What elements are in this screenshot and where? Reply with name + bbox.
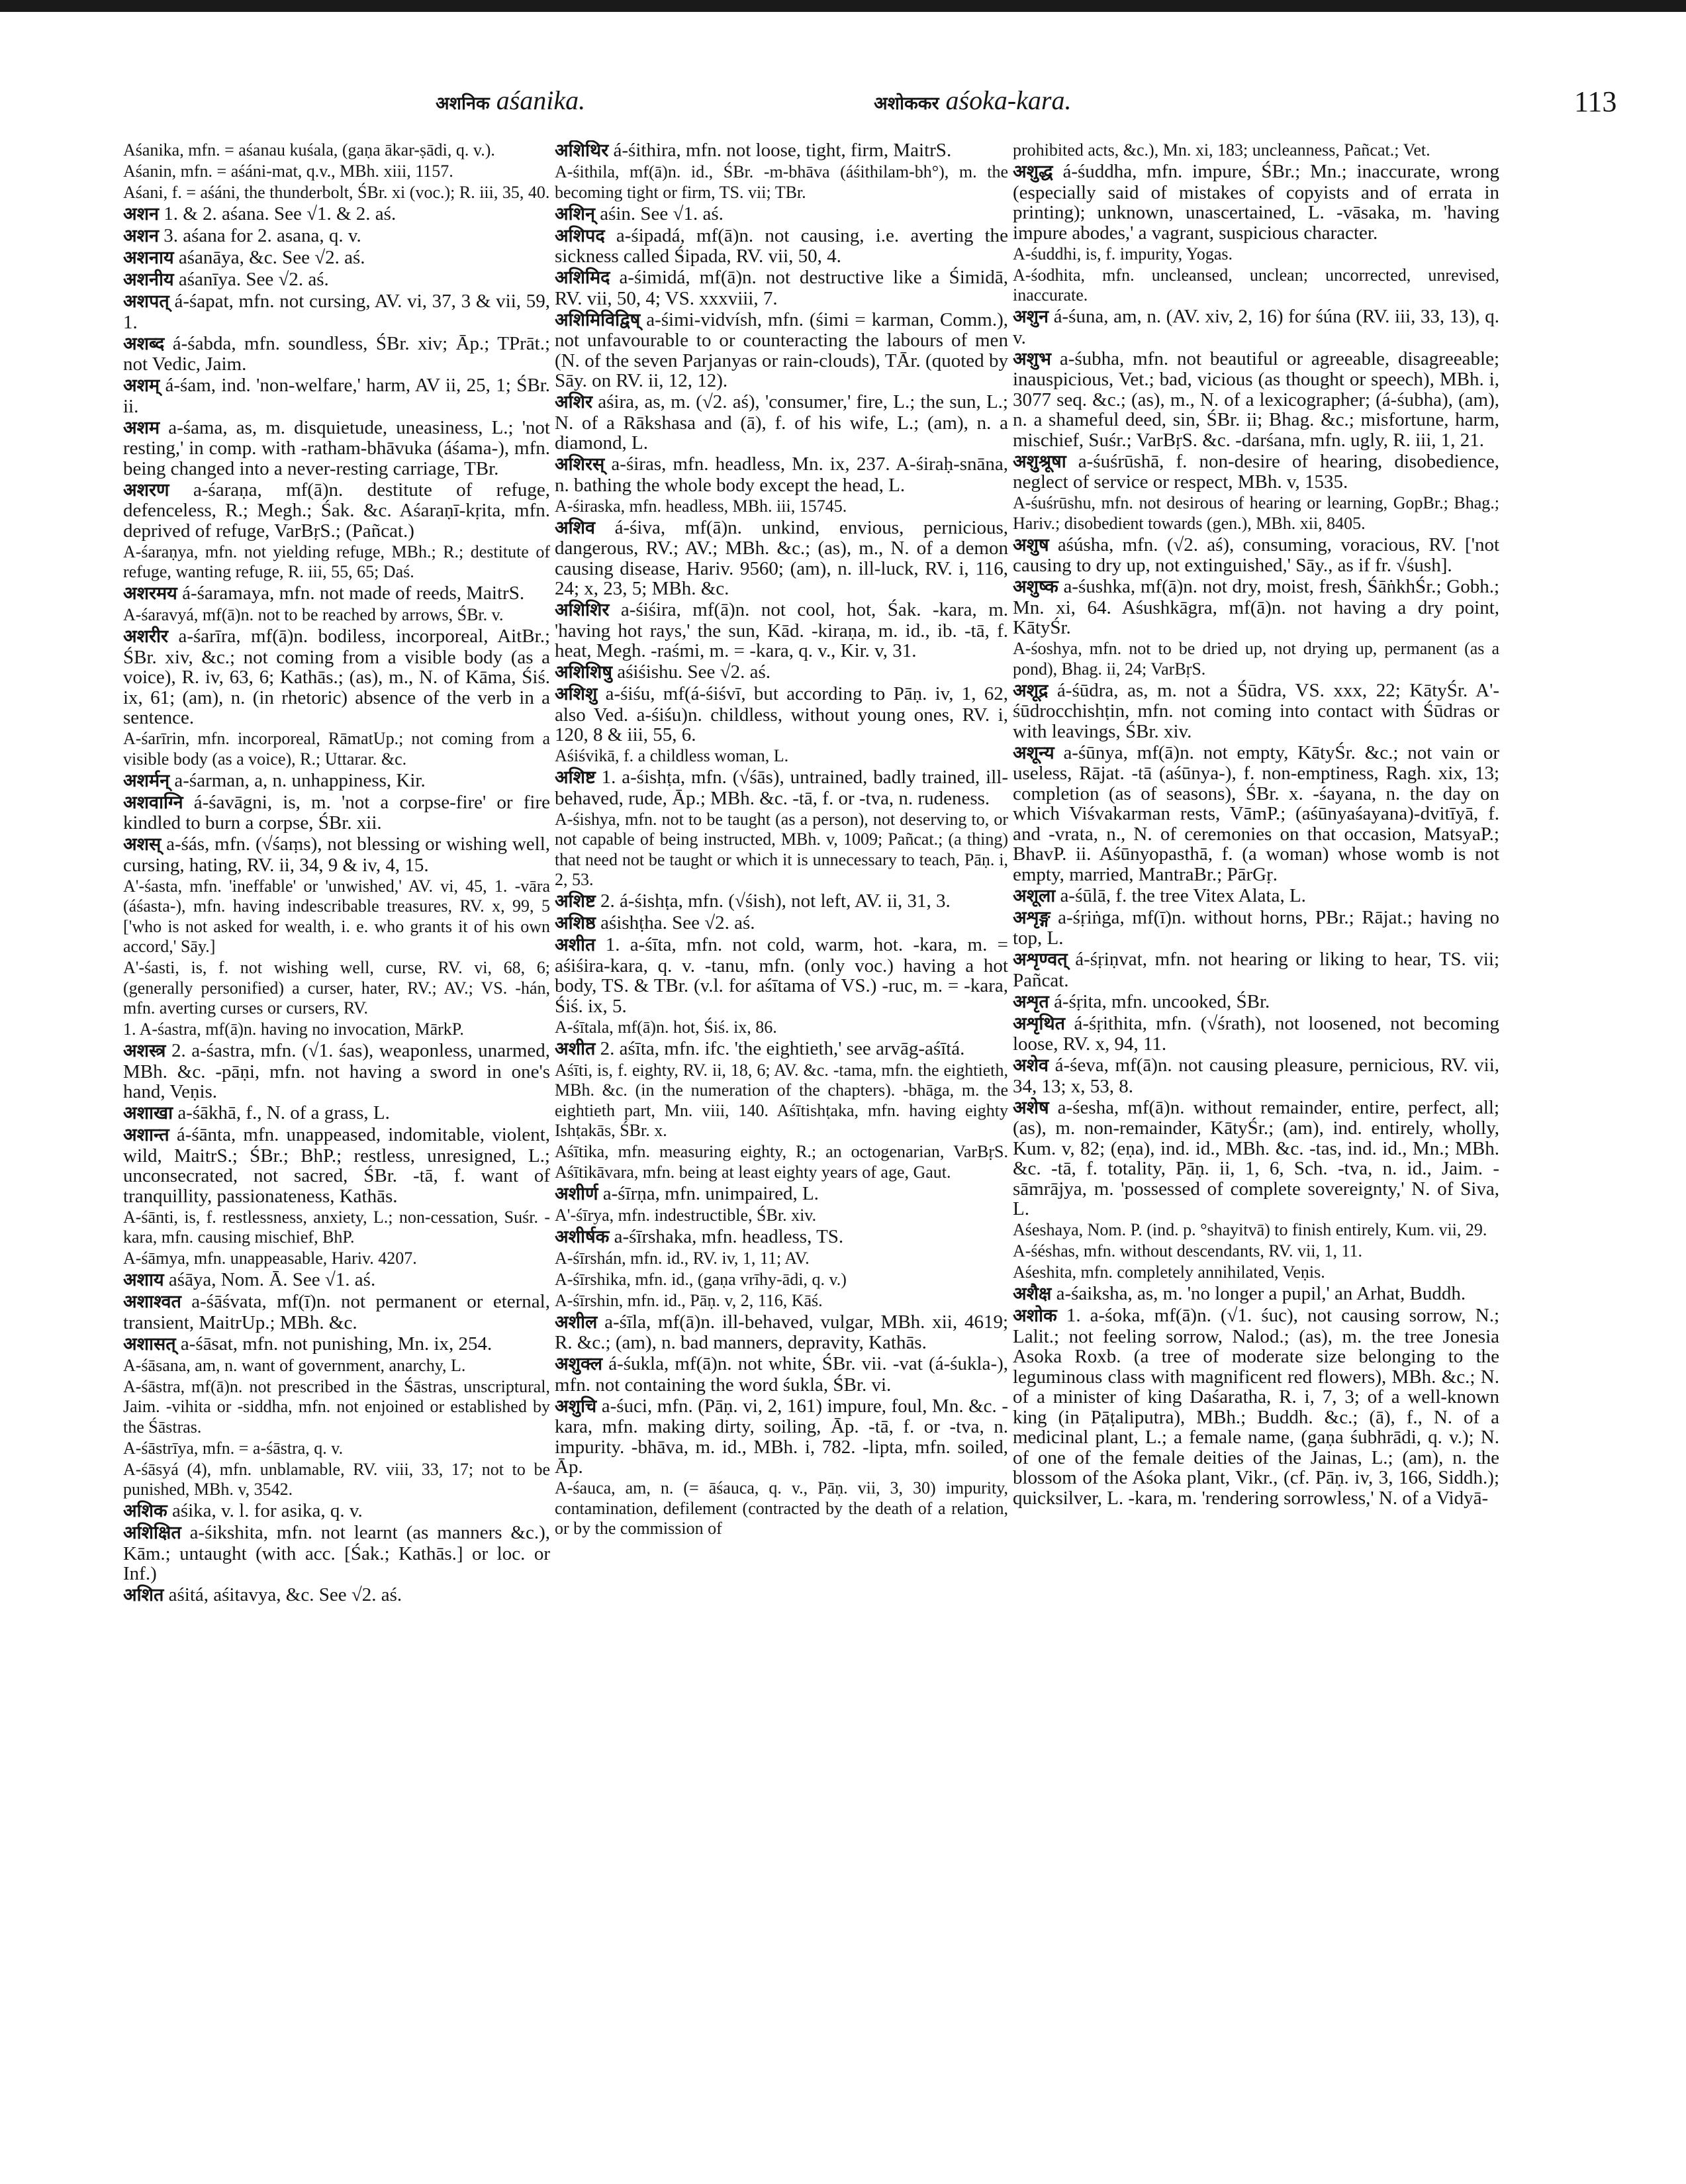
entry-text: 2. a-śastra, mfn. (√1. śas), weaponless, unarmed, MBh. &c. -pāṇi, mfn. not having a sword in one's hand, Veṇis. <box>123 1040 550 1102</box>
dictionary-entry <box>555 600 1008 661</box>
devanagari-headword: अशस् <box>123 834 162 855</box>
entry-text: aśishṭha. See √2. aś. <box>600 912 755 933</box>
dictionary-subentry <box>1013 1220 1499 1241</box>
dictionary-subentry <box>555 162 1008 203</box>
devanagari-headword: अशुभ <box>1013 348 1051 369</box>
entry-text: a-śimi-vidvísh, mfn. (śimi = karman, Comm.), not unfavourable to or counteracting the labours of men (N. of the seven Parjanyas or rain-clouds), TĀr. (quoted by Sāy. on RV. ii, 12, 12). <box>555 309 1008 391</box>
devanagari-headword: अशिमिद <box>555 267 610 288</box>
devanagari-headword: अशिष्ट <box>555 767 596 788</box>
dictionary-entry <box>123 226 550 247</box>
dictionary-entry <box>555 392 1008 453</box>
dictionary-entry <box>123 480 550 542</box>
dictionary-subentry <box>555 1061 1008 1141</box>
entry-text: á-śṛithita, mfn. (√śrath), not loosened, not becoming loose, RV. x, 94, 11. <box>1013 1012 1499 1055</box>
entry-text: aśanīya. See √2. aś. <box>178 269 329 290</box>
dictionary-subentry <box>1013 244 1499 265</box>
devanagari-headword: अशिक्षित <box>123 1523 181 1543</box>
dictionary-subentry <box>1013 140 1499 161</box>
dictionary-subentry <box>123 1439 550 1459</box>
dictionary-subentry <box>555 497 1008 517</box>
entry-text: A'-śasti, is, f. not wishing well, curse, RV. vi, 68, 6; (generally personified) a curser, hater, RV.; AV.; VS. -hán, mfn. averting curses or cursers, RV. <box>123 958 550 1018</box>
dictionary-entry <box>1013 1014 1499 1055</box>
dictionary-entry <box>123 418 550 479</box>
devanagari-headword: अशवाग्नि <box>123 792 183 813</box>
dictionary-entry <box>1013 307 1499 348</box>
dictionary-subentry <box>123 1249 550 1269</box>
devanagari-headword: अशुचि <box>555 1396 597 1417</box>
entry-text: á-śānta, mfn. unappeased, indomitable, violent, wild, MaitrS.; ŚBr.; BhP.; restless, unresigned, L.; unconsecrated, not sacred, ŚBr. -tā, f. want of tranquillity, passionateness, Kathās. <box>123 1124 550 1207</box>
entry-text: a-śimidá, mf(ā)n. not destructive like a Śimidā, RV. vii, 50, 4; VS. xxxviii, 7. <box>555 267 1008 309</box>
entry-text: 2. á-śishṭa, mfn. (√śish), not left, AV. ii, 31, 3. <box>600 890 951 912</box>
dictionary-entry <box>555 454 1008 495</box>
entry-text: prohibited acts, &c.), Mn. xi, 183; uncleanness, Pañcat.; Vet. <box>1013 140 1430 160</box>
entry-text: á-śṛiṇvat, mfn. not hearing or liking to hear, TS. vii; Pañcat. <box>1013 949 1499 991</box>
devanagari-headword: अशब्द <box>123 333 165 354</box>
entry-text: 1. & 2. aśana. See √1. & 2. aś. <box>164 203 397 224</box>
entry-text: a-śiśu, mf(á-śiśvī, but according to Pāṇ. iv, 1, 62, also Ved. a-śiśu)n. childless, without young ones, RV. i, 120, 8 & iii, 55, 6. <box>555 683 1008 745</box>
entry-text: A-śithila, mf(ā)n. id., ŚBr. -m-bhāva (áśithilam-bh°), m. the becoming tight or firm, TS. vii; TBr. <box>555 162 1008 202</box>
dictionary-subentry <box>123 542 550 583</box>
entry-text: aśika, v. l. for asika, q. v. <box>171 1500 363 1521</box>
dictionary-subentry <box>555 1249 1008 1269</box>
entry-text: Aśiśvikā, f. a childless woman, L. <box>555 746 789 765</box>
dictionary-entry <box>555 891 1008 912</box>
dictionary-entry <box>123 248 550 269</box>
column-1 <box>123 140 550 2153</box>
devanagari-headword: अशित <box>123 1585 164 1605</box>
entry-text: a-śiras, mfn. headless, Mn. ix, 237. A-śiraḥ-snāna, n. bathing the whole body except the head, L. <box>555 453 1008 496</box>
dictionary-subentry <box>123 1208 550 1248</box>
devanagari-headword: अशाय <box>123 1270 164 1290</box>
devanagari-headword: अशर्मन् <box>123 770 170 791</box>
dictionary-entry <box>123 1103 550 1124</box>
entry-text: Aśīti, is, f. eighty, RV. ii, 18, 6; AV. &c. -tama, mfn. the eightieth, MBh. &c. (in the numeration of the chapters). -bhāga, m. the eightieth part, Mn. viii, 140. Aśītishṭaka, mfn. having eighty Ishṭakās, ŚBr. x. <box>555 1060 1008 1140</box>
entry-text: Aśanin, mfn. = aśáni-mat, q.v., MBh. xiii, 1157. <box>123 162 453 181</box>
dictionary-entry <box>123 1292 550 1333</box>
dictionary-entry <box>555 1184 1008 1205</box>
entry-text: Aśani, f. = aśáni, the thunderbolt, ŚBr. xi (voc.); R. iii, 35, 40. <box>123 183 550 202</box>
dictionary-entry <box>123 1125 550 1206</box>
dictionary-subentry <box>555 1018 1008 1038</box>
dictionary-entry <box>555 935 1008 1016</box>
dictionary-subentry <box>123 1377 550 1438</box>
dictionary-entry <box>123 1041 550 1102</box>
dictionary-subentry <box>123 1020 550 1040</box>
dictionary-subentry <box>123 140 550 161</box>
dictionary-subentry <box>555 810 1008 890</box>
entry-text: a-śarman, a, n. unhappiness, Kir. <box>174 769 426 791</box>
devanagari-headword: अशिमिविद्विष् <box>555 309 641 330</box>
devanagari-headword: अशून्य <box>1013 742 1054 763</box>
entry-text: A-śīrshán, mfn. id., RV. iv, 1, 11; AV. <box>555 1248 810 1268</box>
devanagari-headword: अशुक्ल <box>555 1354 603 1374</box>
dictionary-subentry <box>123 1356 550 1376</box>
dictionary-subentry <box>1013 493 1499 534</box>
entry-text: á-śavāgni, is, m. 'not a corpse-fire' or fire kindled to burn a corpse, ŚBr. xii. <box>123 791 550 833</box>
dictionary-entry <box>1013 992 1499 1013</box>
entry-text: aśira, as, m. (√2. aś), 'consumer,' fire, L.; the sun, L.; N. of a Rākshasa and (ā), f. of his wife, L.; (am), n. a diamond, L. <box>555 391 1008 453</box>
devanagari-headword: अशासत् <box>123 1333 176 1354</box>
entry-text: A-śītala, mf(ā)n. hot, Śiś. ix, 86. <box>555 1017 777 1037</box>
column-2 <box>555 140 1008 2153</box>
header-center-headword: अशोककर aśoka-kara. <box>874 85 1072 115</box>
entry-text: A-śāmya, mfn. unappeasable, Hariv. 4207. <box>123 1249 417 1268</box>
dictionary-subentry <box>123 729 550 769</box>
entry-text: aśiśishu. See √2. aś. <box>617 661 771 683</box>
entry-text: a-śūlā, f. the tree Vitex Alata, L. <box>1060 884 1306 906</box>
entry-text: 2. aśīta, mfn. ifc. 'the eightieth,' see arvāg-aśītá. <box>600 1037 965 1059</box>
dictionary-entry <box>555 226 1008 267</box>
dictionary-subentry <box>555 1270 1008 1290</box>
devanagari-headword: अशीत <box>555 1038 596 1059</box>
entry-text: 1. a-śoka, mf(ā)n. (√1. śuc), not causing sorrow, N.; Lalit.; not feeling sorrow, Nalod.; (as), m. the tree Jonesia Asoka Roxb. (a tree of moderate size belonging to the leguminous class with magnificent red flowers), MBh. &c.; N. of a minister of king Daśaratha, R. i, 7, 3; of a well-known king (in Pāṭaliputra), MBh.; Buddh. &c.; (ā), f., N. of a medicinal plant, L.; a female name, (gaṇa śubhrādi, q. v.); N. of one of the female deities of the Jainas, L.; (am), n. the blossom of the Aśoka plant, Vikr., (cf. Pāṇ. iv, 3, 166, Siddh.); quicksilver, L. -kara, m. 'rendering sorrowless,' N. of a Vidyā- <box>1013 1305 1499 1509</box>
entry-text: A-śoshya, mfn. not to be dried up, not drying up, permanent (as a pond), Bhag. ii, 24; VarBṛS. <box>1013 639 1499 679</box>
dictionary-entry <box>555 767 1008 808</box>
dictionary-entry <box>555 1227 1008 1248</box>
dictionary-entry <box>1013 886 1499 907</box>
entry-text: a-śaraṇa, mf(ā)n. destitute of refuge, defenceless, R.; Megh.; Śak. &c. Aśaraṇī-kṛita, mfn. deprived of refuge, VarBṛS.; (Pañcat.) <box>123 479 550 542</box>
entry-text: á-śṛita, mfn. uncooked, ŚBr. <box>1054 990 1270 1012</box>
entry-text: a-śikshita, mfn. not learnt (as manners &c.), Kām.; untaught (with acc. [Śak.; Kathās.] or loc. or Inf.) <box>123 1522 550 1584</box>
entry-text: á-śiva, mf(ā)n. unkind, envious, pernicious, dangerous, RV.; AV.; MBh. &c.; (as), m., N. of a demon causing disease, Hariv. 9560; (am), n. ill-luck, RV. i, 116, 24; x, 23, 5; MBh. &c. <box>555 516 1008 599</box>
dictionary-entry <box>1013 1284 1499 1305</box>
devanagari-headword: अशिथिर <box>555 140 609 161</box>
entry-text: aśin. See √1. aś. <box>600 203 724 224</box>
devanagari-headword: अशृङ्ग <box>1013 907 1051 928</box>
dictionary-subentry <box>123 162 550 182</box>
entry-text: a-śūnya, mf(ā)n. not empty, KātyŚr. &c.; not vain or useless, Rājat. -tā (aśūnya-), f. non-emptiness, Ragh. xix, 13; completion (as of seasons), ŚBr. x. -śayana, n. the day on which Viśvakarman rests, VāmP.; (aśūnyaśayana)-dvitīyā, f. and -vrata, n., N. of ceremonies on that occasion, MatsyaP.; BhavP. ii. Aśūnyopasthā, f. (a woman) whose womb is not empty, married, MantraBr.; PārGṛ. <box>1013 741 1499 885</box>
dictionary-subentry <box>555 1478 1008 1539</box>
entry-text: á-śabda, mfn. soundless, ŚBr. xiv; Āp.; TPrāt.; not Vedic, Jaim. <box>123 332 550 375</box>
dictionary-entry <box>123 792 550 833</box>
devanagari-headword: अशीर्ण <box>555 1183 598 1204</box>
dictionary-entry <box>123 334 550 375</box>
entry-text: a-śṛiṅga, mf(ī)n. without horns, PBr.; Rājat.; having no top, L. <box>1013 906 1499 949</box>
devanagari-headword: अशूद्र <box>1013 680 1049 701</box>
dictionary-entry <box>123 269 550 291</box>
entry-text: a-śāśvata, mf(ī)n. not permanent or eternal, transient, MaitrUp.; MBh. &c. <box>123 1291 550 1333</box>
entry-text: A-śīrshin, mfn. id., Pāṇ. v, 2, 116, Kāś. <box>555 1290 823 1310</box>
entry-text: á-śeva, mf(ā)n. not causing pleasure, pernicious, RV. vii, 34, 13; x, 53, 8. <box>1013 1055 1499 1097</box>
devanagari-headword: अशिशिर <box>555 600 610 620</box>
dictionary-subentry <box>123 958 550 1019</box>
devanagari-headword: अशाखा <box>123 1103 173 1123</box>
devanagari-headword: अशीर्षक <box>555 1226 610 1247</box>
entry-text: á-śithira, mfn. not loose, tight, firm, MaitrS. <box>613 140 952 161</box>
devanagari-headword: अशेव <box>1013 1055 1049 1076</box>
devanagari-headword: अशनीय <box>123 269 174 290</box>
devanagari-headword: अशिक <box>123 1501 167 1521</box>
dictionary-entry <box>1013 162 1499 243</box>
dictionary-entry <box>555 267 1008 309</box>
devanagari-headword: अशान्त <box>123 1125 169 1145</box>
entry-text: a-śubha, mfn. not beautiful or agreeable, disagreeable; inauspicious, Vet.; bad, vicious (as thought or speech), MBh. i, 3077 seq. &c.; (as), m., N. of a lexicographer; (á-śubha), (am), n. a shameful deed, sin, ŚBr. ii; Bhag. &c.; misfortune, harm, mischief, Suśr.; VarBṛS. &c. -darśana, mfn. ugly, R. iii, 1, 21. <box>1013 348 1499 451</box>
entry-text: A-śishya, mfn. not to be taught (as a person), not deserving to, or not capable of being instructed, MBh. v, 1009; Pañcat.; (a thing) that need not be taught or which it is unnecessary to teach, Pāṇ. i, 2, 53. <box>555 809 1008 889</box>
devanagari-headword: अशृण्वत् <box>1013 949 1068 970</box>
dictionary-entry <box>1013 349 1499 451</box>
dictionary-entry <box>1013 577 1499 638</box>
entry-text: A'-śīrya, mfn. indestructible, ŚBr. xiv. <box>555 1205 817 1225</box>
running-header <box>0 85 1686 124</box>
entry-text: Aśeshaya, Nom. P. (ind. p. °shayitvā) to finish entirely, Kum. vii, 29. <box>1013 1220 1487 1239</box>
dictionary-subentry <box>555 746 1008 767</box>
entry-text: A-śāstrīya, mfn. = a-śāstra, q. v. <box>123 1438 344 1458</box>
dictionary-entry <box>123 204 550 225</box>
dictionary-subentry <box>555 1291 1008 1311</box>
entry-text: A-śodhita, mfn. uncleansed, unclean; uncorrected, unrevised, inaccurate. <box>1013 265 1499 305</box>
dictionary-entry <box>555 1312 1008 1353</box>
entry-text: A-śāstra, mf(ā)n. not prescribed in the Śāstras, unscriptural, Jaim. -vihita or -siddha, mfn. not enjoined or established by the Śāstras. <box>123 1376 550 1437</box>
entry-text: A-śuśrūshu, mfn. not desirous of hearing or learning, GopBr.; Bhag.; Hariv.; disobedient towards (gen.), MBh. xii, 8405. <box>1013 493 1499 533</box>
dictionary-entry <box>123 1270 550 1291</box>
dictionary-entry <box>555 518 1008 599</box>
dictionary-subentry <box>555 1206 1008 1226</box>
devanagari-headword: अशिशु <box>555 684 598 704</box>
devanagari-headword: अशरमय <box>123 583 177 604</box>
devanagari-headword: अशम् <box>123 375 160 396</box>
dictionary-entry <box>123 375 550 416</box>
entry-text: a-śipadá, mf(ā)n. not causing, i.e. averting the sickness called Śipada, RV. vii, 50, 4. <box>555 224 1008 267</box>
devanagari-headword: अशिन् <box>555 203 595 224</box>
devanagari-headword: अशाश्वत <box>123 1292 181 1312</box>
entry-text: A-śauca, am, n. (= āśauca, q. v., Pāṇ. vii, 3, 30) impurity, contamination, defilement (contracted by the death of a relation, or by the commission of <box>555 1478 1008 1538</box>
entry-text: aśanāya, &c. See √2. aś. <box>178 247 365 268</box>
dictionary-entry <box>555 1354 1008 1395</box>
dictionary-entry <box>555 684 1008 745</box>
dictionary-entry <box>555 204 1008 225</box>
dictionary-entry <box>123 1334 550 1355</box>
dictionary-subentry <box>555 1142 1008 1182</box>
dictionary-subentry <box>123 1460 550 1500</box>
entry-text: 3. aśana for 2. asana, q. v. <box>164 225 361 246</box>
entry-text: 1. a-śishṭa, mfn. (√śās), untrained, badly trained, ill-behaved, rude, Āp.; MBh. &c. -tā, f. or -tva, n. rudeness. <box>555 767 1008 809</box>
devanagari-headword: अशरण <box>123 479 169 500</box>
entry-text: A'-śasta, mfn. 'ineffable' or 'unwished,' AV. vi, 45, 1. -vāra (áśasta-), mfn. having indescribable treasures, RV. x, 99, 5 ['who is not asked for wealth, i. e. who grants it of his own accord,' Sāy.] <box>123 876 550 956</box>
devanagari-headword: अशुष्क <box>1013 577 1058 597</box>
entry-text: á-śapat, mfn. not cursing, AV. vi, 37, 3 & vii, 59, 1. <box>123 291 550 333</box>
devanagari-headword: अशीत <box>555 935 596 955</box>
entry-text: A-śuddhi, is, f. impurity, Yogas. <box>1013 244 1233 263</box>
devanagari-headword: अशरीर <box>123 626 169 647</box>
dictionary-entry <box>555 1396 1008 1478</box>
scan-top-border <box>0 0 1686 12</box>
devanagari-headword: अशुन <box>1013 307 1049 327</box>
page-number: 113 <box>1574 85 1617 118</box>
devanagari-headword: अशुश्रूषा <box>1013 451 1066 472</box>
dictionary-subentry <box>123 183 550 203</box>
devanagari-headword: अशपत् <box>123 291 169 312</box>
entry-text: a-śaiksha, as, m. 'no longer a pupil,' an Arhat, Buddh. <box>1056 1283 1466 1304</box>
devanagari-headword: अशुद्ध <box>1013 162 1053 182</box>
devanagari-headword: अशिष्ट <box>555 891 596 912</box>
dictionary-entry <box>123 1585 550 1606</box>
entry-text: 1. a-śīta, mfn. not cold, warm, hot. -kara, m. = aśiśira-kara, q. v. -tanu, mfn. (only voc.) having a hot body, TS. & TBr. (v.l. for aśītama of VS.) -ruc, m. = -kara, Śiś. ix, 5. <box>555 934 1008 1017</box>
devanagari-headword: अशम <box>123 417 160 438</box>
devanagari-headword: अशन <box>123 204 159 224</box>
dictionary-entry <box>1013 681 1499 742</box>
entry-text: aśāya, Nom. Ā. See √1. aś. <box>168 1269 376 1290</box>
entry-text: a-śesha, mf(ā)n. without remainder, entire, perfect, all; (as), m. non-remainder, KātyŚr.; (am), ind. entirely, wholly, Kum. v, 82; (eṇa), ind. id., MBh. &c. -tas, ind. id., Mn.; MBh. &c. -tā, f. totality, Pāṇ. ii, 1, 6, Sch. -tva, n. id., Jaim. -sāmrājya, m. 'possessed of complete sovereignty,' N. of Siva, L. <box>1013 1096 1499 1219</box>
entry-text: A-śaraṇya, mfn. not yielding refuge, MBh.; R.; destitute of refuge, wanting refuge, R. iii, 55, 65; Daś. <box>123 542 550 581</box>
dictionary-entry <box>1013 1055 1499 1096</box>
devanagari-headword: अशेष <box>1013 1097 1049 1118</box>
devanagari-headword: अशिव <box>555 517 595 538</box>
dictionary-entry <box>555 662 1008 683</box>
entry-text: a-śīrṇa, mfn. unimpaired, L. <box>602 1182 819 1204</box>
devanagari-headword: अशस्त्र <box>123 1041 166 1061</box>
dictionary-entry <box>123 626 550 728</box>
entry-text: A-śānti, is, f. restlessness, anxiety, L.; non-cessation, Suśr. -kara, mfn. causing mischief, BhP. <box>123 1207 550 1247</box>
entry-text: a-śiśira, mf(ā)n. not cool, hot, Śak. -kara, m. 'having hot rays,' the sun, Kād. -kiraṇa, m. id., ib. -tā, f. heat, Megh. -raśmi, m. = -kara, q. v., Kir. v, 31. <box>555 599 1008 661</box>
entry-text: A-śarīrin, mfn. incorporeal, RāmatUp.; not coming from a visible body (as a voice), R.; Uttarar. &c. <box>123 729 550 769</box>
dictionary-subentry <box>123 877 550 957</box>
entry-text: a-śuśrūshā, f. non-desire of hearing, disobedience, neglect of service or respect, MBh. v, 1535. <box>1013 450 1499 493</box>
dictionary-entry <box>555 913 1008 934</box>
entry-text: A-śéshas, mfn. without descendants, RV. vii, 1, 11. <box>1013 1241 1362 1260</box>
dictionary-entry <box>123 1523 550 1584</box>
entry-text: a-śīla, mf(ā)n. ill-behaved, vulgar, MBh. xii, 4619; R. &c.; (am), n. bad manners, depravity, Kathās. <box>555 1311 1008 1353</box>
entry-text: Aśanika, mfn. = aśanau kuśala, (gaṇa ākar-ṣādi, q. v.). <box>123 140 495 160</box>
entry-text: a-śākhā, f., N. of a grass, L. <box>177 1102 390 1123</box>
devanagari-headword: अशृत <box>1013 991 1049 1012</box>
devanagari-headword: अशूला <box>1013 885 1056 906</box>
dictionary-entry <box>123 834 550 875</box>
entry-text: A-śaravyá, mf(ā)n. not to be reached by arrows, ŚBr. v. <box>123 605 504 624</box>
entry-text: á-śaramaya, mfn. not made of reeds, MaitrS. <box>182 583 525 604</box>
dictionary-entry <box>123 1501 550 1522</box>
dictionary-entry <box>555 310 1008 391</box>
entry-text: á-śuna, am, n. (AV. xiv, 2, 16) for śúna (RV. iii, 33, 13), q. v. <box>1013 306 1499 348</box>
dictionary-subentry <box>1013 639 1499 679</box>
dictionary-subentry <box>1013 1241 1499 1262</box>
dictionary-entry <box>1013 949 1499 990</box>
devanagari-headword: अशुष <box>1013 534 1049 555</box>
entry-text: A-śiraska, mfn. headless, MBh. iii, 15745. <box>555 496 847 516</box>
devanagari-headword: अशृथित <box>1013 1013 1066 1034</box>
dictionary-subentry <box>1013 265 1499 306</box>
dictionary-entry <box>1013 743 1499 885</box>
devanagari-headword: अशिष्ठ <box>555 913 596 933</box>
dictionary-entry <box>123 291 550 332</box>
entry-text: a-śuci, mfn. (Pāṇ. vi, 2, 161) impure, foul, Mn. &c. -kara, mfn. making dirty, soiling, Āp. -tā, f. or -tva, n. impurity. -bhāva, m. id., MBh. i, 782. -lipta, mfn. soiled, Āp. <box>555 1395 1008 1478</box>
entry-text: A-śīrshika, mfn. id., (gaṇa vrīhy-ādi, q. v.) <box>555 1269 847 1289</box>
dictionary-entry <box>1013 1098 1499 1219</box>
entry-text: a-śás, mfn. (√śaṃs), not blessing or wishing well, cursing, hating, RV. ii, 34, 9 & iv, 4, 15. <box>123 833 550 876</box>
entry-text: á-śuddha, mfn. impure, ŚBr.; Mn.; inaccurate, wrong (especially said of mistakes of copyists and of errata in printing); unknown, unascertained, L. -vāsaka, m. 'having impure abodes,' a vagrant, suspicious character. <box>1013 161 1499 244</box>
entry-text: A-śāsyá (4), mfn. unblamable, RV. viii, 33, 17; not to be punished, MBh. v, 3542. <box>123 1459 550 1499</box>
entry-text: á-śam, ind. 'non-welfare,' harm, AV ii, 25, 1; ŚBr. ii. <box>123 375 550 417</box>
entry-text: a-śushka, mf(ā)n. not dry, moist, fresh, ŚāṅkhŚr.; Gobh.; Mn. xi, 64. Aśushkāgra, mf(ā)n. not having a dry point, KātyŚr. <box>1013 576 1499 638</box>
dictionary-entry <box>1013 908 1499 949</box>
devanagari-headword: अशन <box>123 226 159 246</box>
entry-text: Aśītika, mfn. measuring eighty, R.; an octogenarian, VarBṛS. Aśītikāvara, mfn. being at least eighty years of age, Gaut. <box>555 1142 1008 1182</box>
devanagari-headword: अशनाय <box>123 248 174 268</box>
devanagari-headword: अशिरस् <box>555 454 605 475</box>
header-left-headword: अशनिक aśanika. <box>436 85 586 115</box>
devanagari-headword: अशिशिषु <box>555 662 612 683</box>
entry-text: a-śama, as, m. disquietude, uneasiness, L.; 'not resting,' in comp. with -ratham-bhāvuka (áśama-), mfn. being changed into a never-resting carriage, TBr. <box>123 416 550 479</box>
dictionary-entry <box>123 771 550 792</box>
column-3 <box>1013 140 1499 2153</box>
dictionary-entry <box>123 583 550 604</box>
dictionary-entry <box>555 1039 1008 1060</box>
devanagari-headword: अशिपद <box>555 225 605 246</box>
dictionary-entry <box>555 140 1008 162</box>
dictionary-entry <box>1013 1306 1499 1508</box>
dictionary-entry <box>1013 535 1499 576</box>
dictionary-entry <box>1013 451 1499 493</box>
entry-text: A-śāsana, am, n. want of government, anarchy, L. <box>123 1355 466 1375</box>
entry-text: á-śūdra, as, m. not a Śūdra, VS. xxx, 22; KātyŚr. A'-śūdrocchishṭin, mfn. not coming into contact with Śūdras or with leavings, ŚBr. xiv. <box>1013 679 1499 742</box>
devanagari-headword: अशोक <box>1013 1306 1057 1326</box>
entry-text: aśitá, aśitavya, &c. See √2. aś. <box>168 1584 402 1605</box>
entry-text: a-śarīra, mf(ā)n. bodiless, incorporeal, AitBr.; ŚBr. xiv, &c.; not coming from a visible body (as a voice), R. iv, 63, 6; Kathās.; (as), m., N. of Kāma, Śiś. ix, 61; (am), n. (in rhetoric) absence of the verb in a sentence. <box>123 626 550 728</box>
dictionary-subentry <box>1013 1262 1499 1283</box>
entry-text: 1. A-śastra, mf(ā)n. having no invocation, MārkP. <box>123 1020 464 1039</box>
entry-text: a-śāsat, mfn. not punishing, Mn. ix, 254. <box>180 1333 492 1354</box>
devanagari-headword: अशिर <box>555 392 593 412</box>
entry-text: Aśeshita, mfn. completely annihilated, Veṇis. <box>1013 1262 1325 1282</box>
dictionary-subentry <box>123 605 550 626</box>
entry-text: aśúsha, mfn. (√2. aś), consuming, voracious, RV. ['not causing to dry up, not extinguished,' Sāy., as if fr. √śush]. <box>1013 534 1499 576</box>
entry-text: a-śīrshaka, mfn. headless, TS. <box>614 1225 844 1247</box>
devanagari-headword: अशील <box>555 1311 598 1333</box>
devanagari-headword: अशैक्ष <box>1013 1284 1052 1304</box>
entry-text: á-śukla, mf(ā)n. not white, ŚBr. vii. -vat (á-śukla-), mfn. not containing the word śukla, ŚBr. vi. <box>555 1353 1008 1396</box>
